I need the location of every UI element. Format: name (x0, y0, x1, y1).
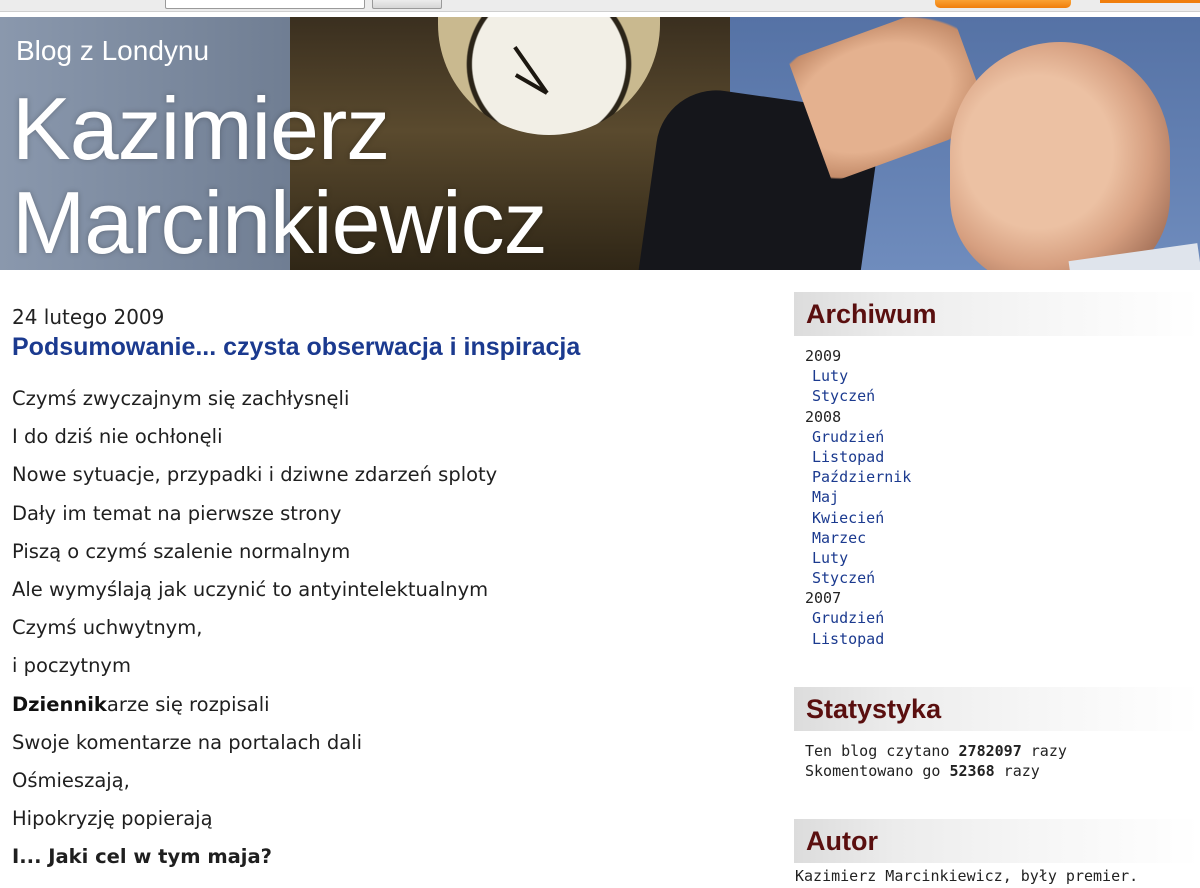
stats-comment-line (805, 761, 1200, 781)
archive-heading: Archiwum (794, 292, 1200, 336)
stats-read-prefix: Ten blog czytano (805, 741, 959, 760)
sidebar (794, 292, 1200, 885)
archive-list (794, 336, 1200, 649)
post-line: I do dziś nie ochłonęli (12, 425, 223, 449)
archive-month-link[interactable]: Marzec (812, 528, 867, 547)
archive-month-link[interactable]: Luty (812, 367, 849, 386)
blog-title-line1: Kazimierz (12, 79, 390, 178)
archive-month-link[interactable]: Grudzień (812, 427, 885, 446)
stats-comment-suffix: razy (994, 761, 1040, 780)
stats-read-suffix: razy (1021, 741, 1067, 760)
toolbar-orange-button[interactable] (935, 0, 1071, 8)
post-article (12, 305, 752, 876)
archive-box (794, 292, 1200, 649)
archive-month-link[interactable]: Maj (812, 488, 840, 507)
author-text: Kazimierz Marcinkiewicz, były premier. (795, 866, 1139, 885)
post-line: I... Jaki cel w tym maja? (12, 845, 272, 869)
archive-month-link[interactable]: Styczeń (812, 569, 876, 588)
stats-read-line (805, 741, 1200, 761)
portrait-image (950, 42, 1170, 270)
post-line-rest: arze się rozpisali (106, 692, 270, 716)
archive-year: 2007 (805, 589, 842, 608)
archive-year: 2009 (805, 347, 842, 365)
author-box (794, 819, 1200, 885)
toolbar-search-input[interactable] (165, 0, 365, 9)
post-title-link[interactable]: Podsumowanie... czysta obserwacja i inspiracja (12, 333, 581, 361)
archive-month-link[interactable]: Listopad (812, 629, 885, 648)
archive-month-link[interactable]: Grudzień (812, 609, 885, 628)
blog-title-line2: Marcinkiewicz (12, 173, 547, 270)
browser-toolbar (0, 0, 1200, 12)
post-line: Nowe sytuacje, przypadki i dziwne zdarzeń sploty (12, 463, 498, 487)
post-line: Ośmieszają, (12, 768, 130, 792)
stats-heading: Statystyka (794, 687, 1200, 731)
archive-year: 2008 (805, 407, 842, 426)
post-line: Piszą o czymś szalenie normalnym (12, 539, 351, 563)
stats-content (794, 731, 1200, 781)
post-line: Ale wymyślają jak uczynić to antyintelektualnym (12, 577, 489, 601)
author-heading: Autor (794, 819, 1200, 863)
toolbar-orange-strip (1100, 0, 1200, 3)
archive-month-link[interactable]: Styczeń (812, 387, 876, 406)
post-body (12, 380, 752, 876)
stats-box (794, 687, 1200, 781)
blog-subtitle: Blog z Londynu (16, 35, 210, 66)
post-line: Czymś uchwytnym, (12, 616, 203, 640)
post-line: Dały im temat na pierwsze strony (12, 501, 342, 525)
toolbar-search-button[interactable] (372, 0, 442, 9)
post-line: Czymś zwyczajnym się zachłysnęli (12, 387, 350, 410)
post-line-bold-part: Dziennik (12, 692, 107, 716)
archive-month-link[interactable]: Listopad (812, 447, 885, 466)
post-line: i poczytnym (12, 654, 131, 678)
archive-month-link[interactable]: Kwiecień (812, 508, 885, 527)
stats-comment-prefix: Skomentowano go (805, 761, 950, 780)
header-banner (0, 17, 1200, 270)
post-line (12, 686, 752, 724)
post-line: Hipokryzję popierają (12, 807, 213, 831)
post-date: 24 lutego 2009 (12, 305, 165, 329)
stats-read-count: 2782097 (958, 741, 1022, 760)
stats-comment-count: 52368 (949, 761, 995, 780)
archive-month-link[interactable]: Październik (812, 468, 912, 487)
archive-month-link[interactable]: Luty (812, 548, 849, 567)
post-line: Swoje komentarze na portalach dali (12, 730, 363, 754)
